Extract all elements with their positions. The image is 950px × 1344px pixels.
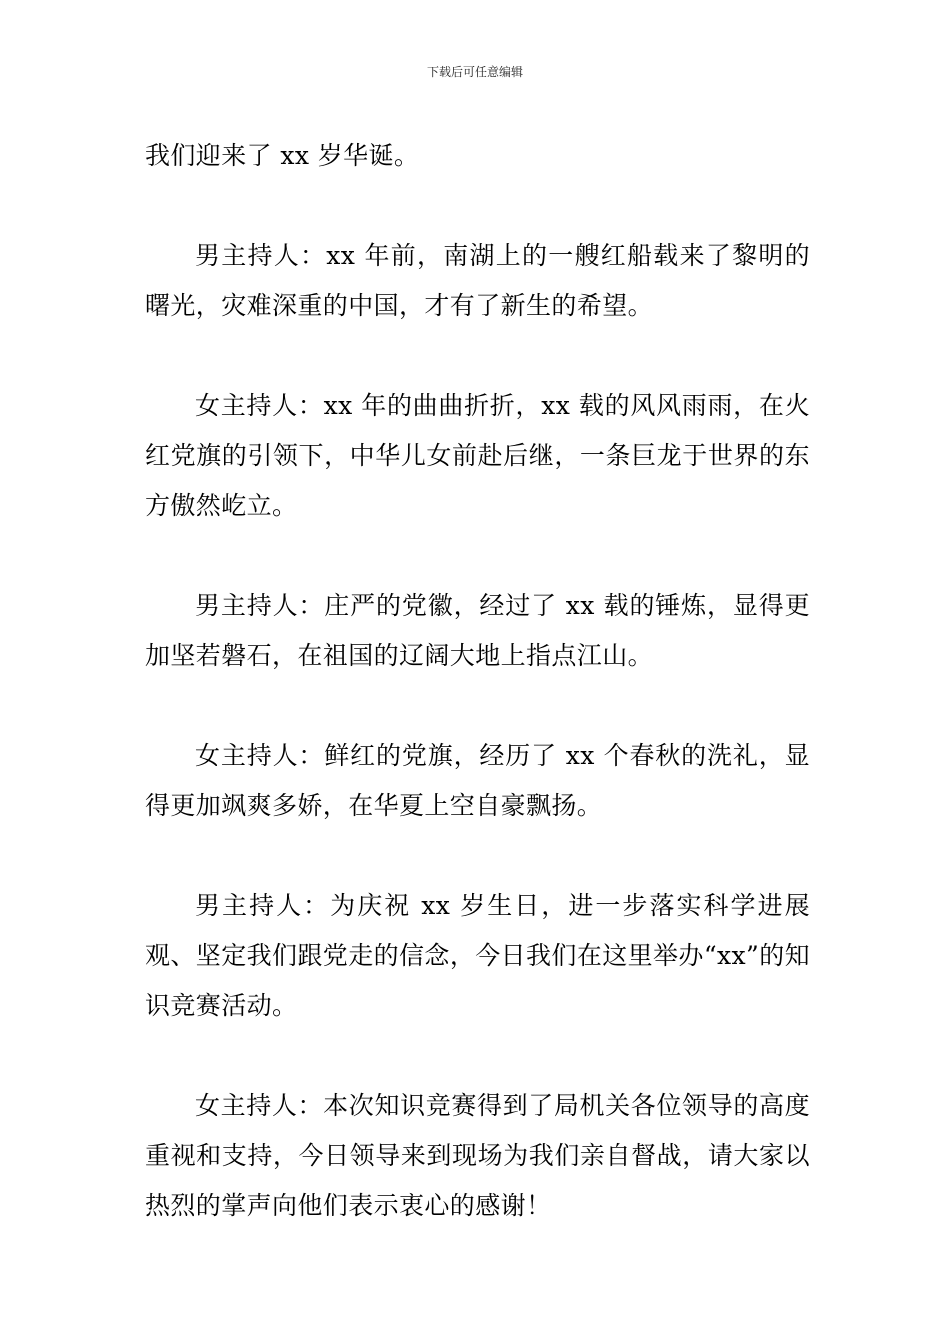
paragraph-6: 男主持人：为庆祝 xx 岁生日，进一步落实科学进展观、坚定我们跟党走的信念，今日我们在这里举办“xx”的知识竞赛活动。 — [145, 891, 810, 1020]
paragraph-4: 男主持人：庄严的党徽，经过了 xx 载的锤炼，显得更加坚若磐石，在祖国的辽阔大地上指点江山。 — [145, 591, 810, 670]
document-body — [145, 131, 810, 1281]
paragraph-7: 女主持人：本次知识竞赛得到了局机关各位领导的高度重视和支持，今日领导来到现场为我们亲自督战，请大家以热烈的掌声向他们表示衷心的感谢！ — [145, 1091, 810, 1220]
paragraph-3: 女主持人：xx 年的曲曲折折，xx 载的风风雨雨，在火红党旗的引领下，中华儿女前赴后继，一条巨龙于世界的东方傲然屹立。 — [145, 391, 810, 520]
paragraph-2: 男主持人：xx 年前，南湖上的一艘红船载来了黎明的曙光，灾难深重的中国，才有了新生的希望。 — [145, 241, 810, 320]
paragraph-1: 我们迎来了 xx 岁华诞。 — [145, 141, 420, 170]
page-header-note: 下载后可任意编辑 — [426, 65, 523, 79]
paragraph-5: 女主持人：鲜红的党旗，经历了 xx 个春秋的洗礼，显得更加飒爽多娇，在华夏上空自豪飘扬。 — [145, 741, 810, 820]
